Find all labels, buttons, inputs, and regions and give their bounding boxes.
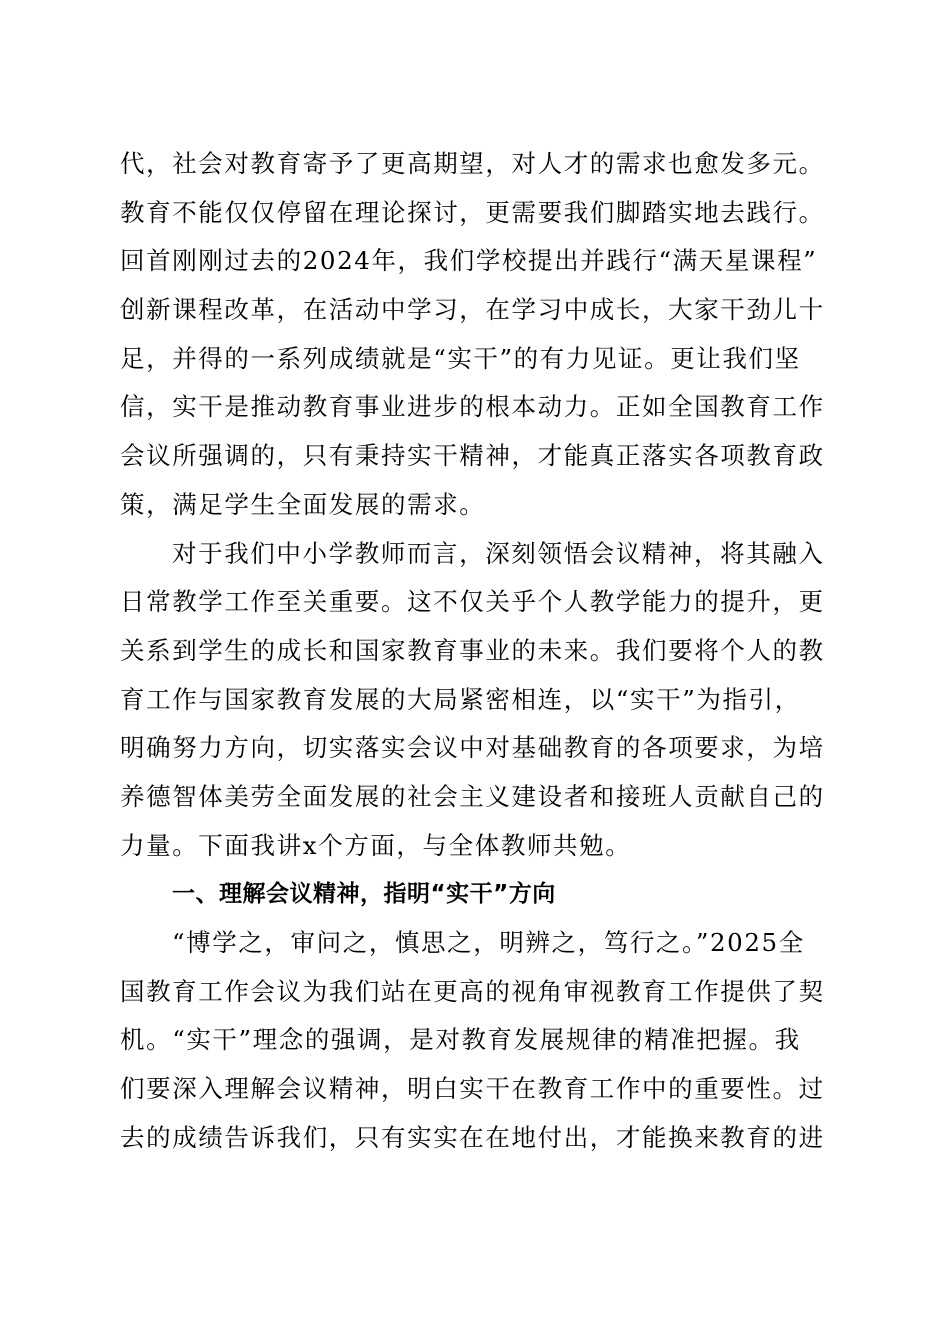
paragraph-line: 们要深入理解会议精神，明白实干在教育工作中的重要性。过 xyxy=(120,1074,825,1104)
paragraph-line: 去的成绩告诉我们，只有实实在在地付出，才能换来教育的进 xyxy=(120,1122,825,1152)
paragraph-line: 国教育工作会议为我们站在更高的视角审视教育工作提供了契 xyxy=(120,976,825,1006)
paragraph-line: 教育不能仅仅停留在理论探讨，更需要我们脚踏实地去践行。 xyxy=(120,197,825,227)
paragraph-teachers xyxy=(120,530,830,871)
paragraph-line: 力量。下面我讲x个方面，与全体教师共勉。 xyxy=(120,830,632,860)
paragraph-line: 关系到学生的成长和国家教育事业的未来。我们要将个人的教 xyxy=(120,635,825,665)
paragraph-line: 机。“实干”理念的强调，是对教育发展规律的精准把握。我 xyxy=(120,1025,801,1055)
paragraph-line: “博学之，审问之，慎思之，明辨之，笃行之。”2025全 xyxy=(172,928,805,957)
paragraph-line: 育工作与国家教育发展的大局紧密相连，以“实干”为指引， xyxy=(120,684,801,714)
paragraph-line: 会议所强调的，只有秉持实干精神，才能真正落实各项教育政 xyxy=(120,441,825,471)
document-body xyxy=(120,140,830,1162)
paragraph-line: 明确努力方向，切实落实会议中对基础教育的各项要求，为培 xyxy=(120,733,825,763)
paragraph-line: 信，实干是推动教育事业进步的根本动力。正如全国教育工作 xyxy=(120,392,825,422)
paragraph-line: 回首刚刚过去的2024年，我们学校提出并践行“满天星课程” xyxy=(120,246,818,276)
paragraph-line: 代，社会对教育寄予了更高期望，对人才的需求也愈发多元。 xyxy=(120,149,825,178)
paragraph-context xyxy=(120,140,830,530)
section-heading: 一、理解会议精神，指明“实干”方向 xyxy=(172,881,556,908)
paragraph-line: 创新课程改革，在活动中学习，在学习中成长，大家干劲儿十 xyxy=(120,295,825,325)
paragraph-line: 养德智体美劳全面发展的社会主义建设者和接班人贡献自己的 xyxy=(120,781,825,811)
paragraph-line: 对于我们中小学教师而言，深刻领悟会议精神，将其融入 xyxy=(172,538,825,568)
paragraph-line: 足，并得的一系列成绩就是“实干”的有力见证。更让我们坚 xyxy=(120,343,801,373)
paragraph-line: 策，满足学生全面发展的需求。 xyxy=(120,489,486,519)
paragraph-section-one xyxy=(120,919,830,1162)
paragraph-line: 日常教学工作至关重要。这不仅关乎个人教学能力的提升，更 xyxy=(120,587,825,617)
